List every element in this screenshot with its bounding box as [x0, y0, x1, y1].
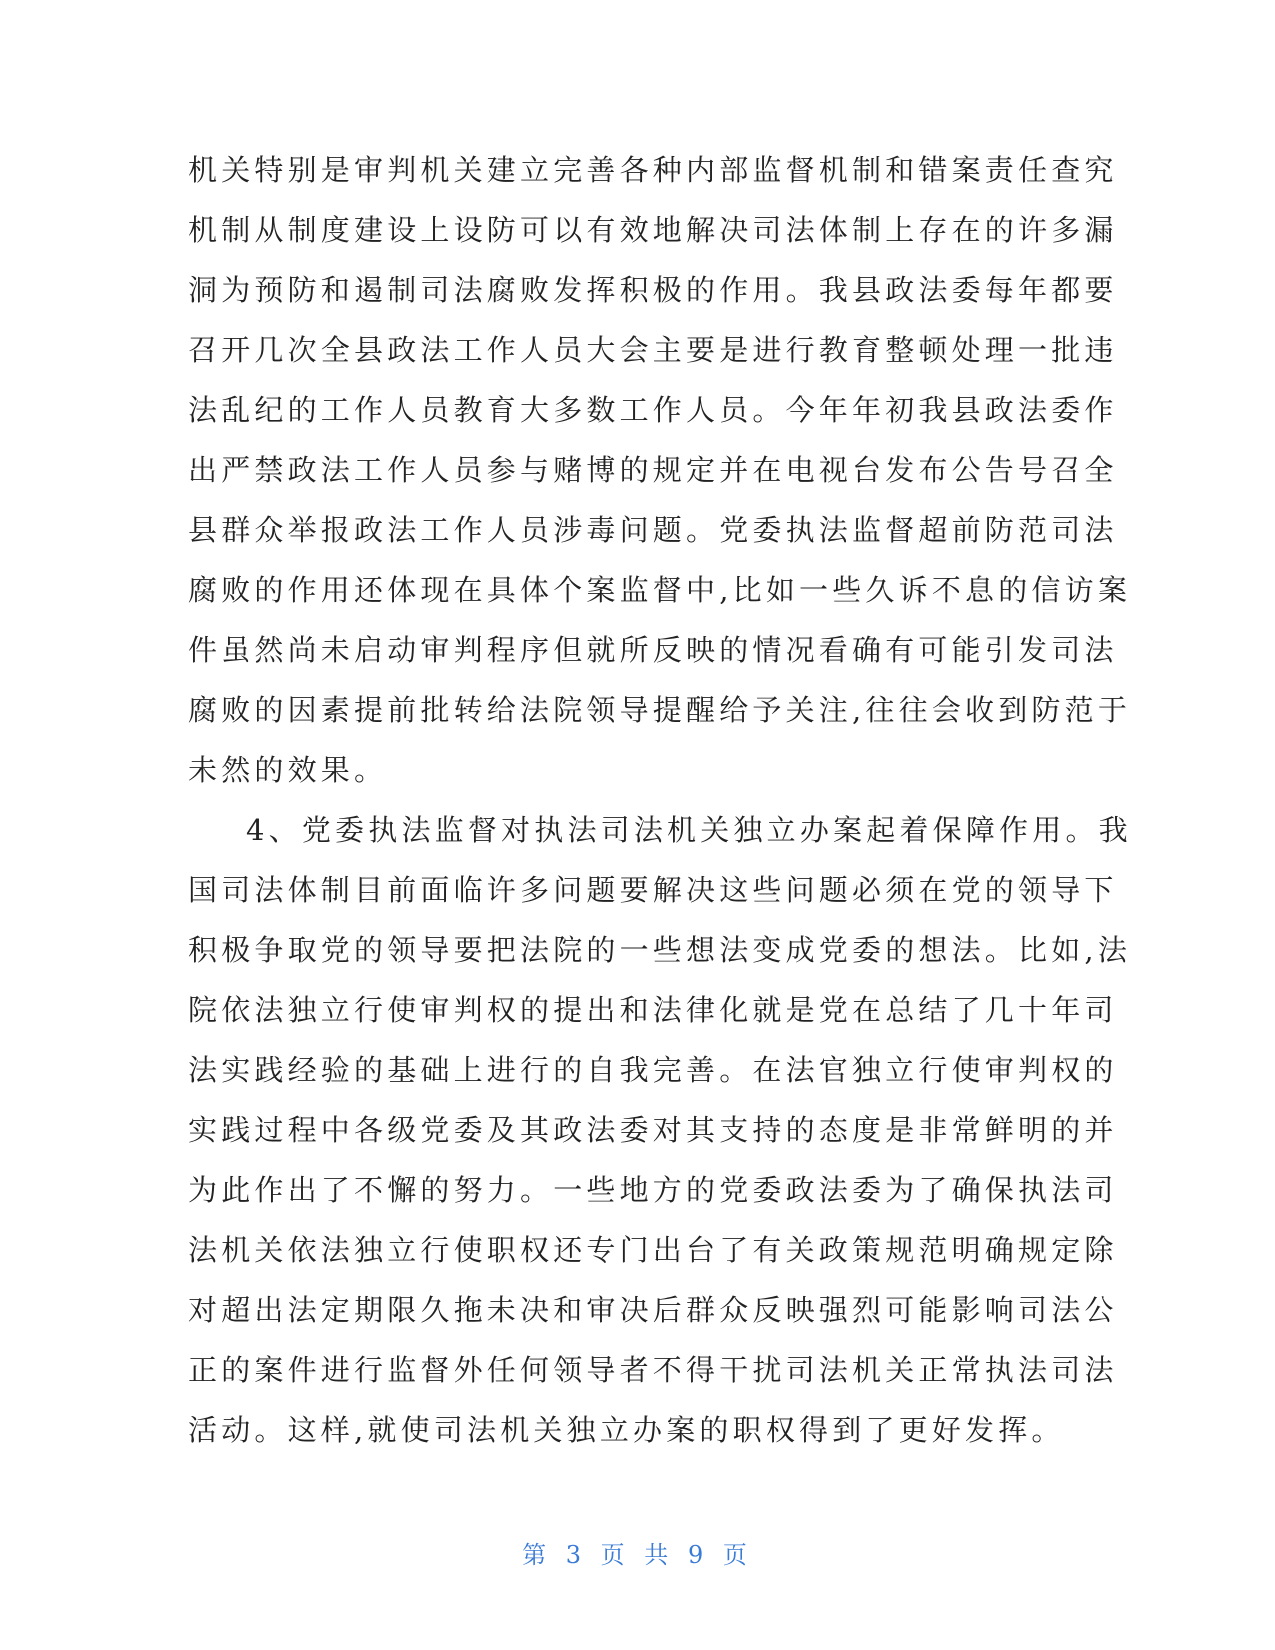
- text-line: 实践过程中各级党委及其政法委对其支持的态度是非常鲜明的并: [188, 1113, 1118, 1147]
- text-line: 法机关依法独立行使职权还专门出台了有关政策规范明确规定除: [188, 1233, 1118, 1267]
- text-line: 积极争取党的领导要把法院的一些想法变成党委的想法。比如,法: [188, 933, 1132, 967]
- text-line: 活动。这样,就使司法机关独立办案的职权得到了更好发挥。: [188, 1413, 1065, 1447]
- text-line: 出严禁政法工作人员参与赌博的规定并在电视台发布公告号召全: [188, 453, 1118, 487]
- text-line: 召开几次全县政法工作人员大会主要是进行教育整顿处理一批违: [188, 333, 1118, 367]
- text-line: 机制从制度建设上设防可以有效地解决司法体制上存在的许多漏: [188, 213, 1118, 247]
- text-line: 腐败的因素提前批转给法院领导提醒给予关注,往往会收到防范于: [188, 693, 1132, 727]
- paragraph-start-line: 4、党委执法监督对执法司法机关独立办案起着保障作用。我: [246, 813, 1132, 847]
- text-line: 法乱纪的工作人员教育大多数工作人员。今年年初我县政法委作: [188, 393, 1118, 427]
- text-line: 件虽然尚未启动审判程序但就所反映的情况看确有可能引发司法: [188, 633, 1118, 667]
- text-line: 法实践经验的基础上进行的自我完善。在法官独立行使审判权的: [188, 1053, 1118, 1087]
- text-line: 院依法独立行使审判权的提出和法律化就是党在总结了几十年司: [188, 993, 1118, 1027]
- text-line: 正的案件进行监督外任何领导者不得干扰司法机关正常执法司法: [188, 1353, 1118, 1387]
- body-text: [188, 140, 1132, 1460]
- text-line: 机关特别是审判机关建立完善各种内部监督机制和错案责任查究: [188, 153, 1118, 187]
- page-number-footer: 第 3 页 共 9 页: [522, 1541, 753, 1569]
- text-line: 洞为预防和遏制司法腐败发挥积极的作用。我县政法委每年都要: [188, 273, 1118, 307]
- text-line: 未然的效果。: [188, 753, 388, 787]
- text-line: 对超出法定期限久拖未决和审决后群众反映强烈可能影响司法公: [188, 1293, 1118, 1327]
- text-line: 为此作出了不懈的努力。一些地方的党委政法委为了确保执法司: [188, 1173, 1118, 1207]
- text-line: 腐败的作用还体现在具体个案监督中,比如一些久诉不息的信访案: [188, 573, 1132, 607]
- text-line: 县群众举报政法工作人员涉毒问题。党委执法监督超前防范司法: [188, 513, 1118, 547]
- text-line: 国司法体制目前面临许多问题要解决这些问题必须在党的领导下: [188, 873, 1118, 907]
